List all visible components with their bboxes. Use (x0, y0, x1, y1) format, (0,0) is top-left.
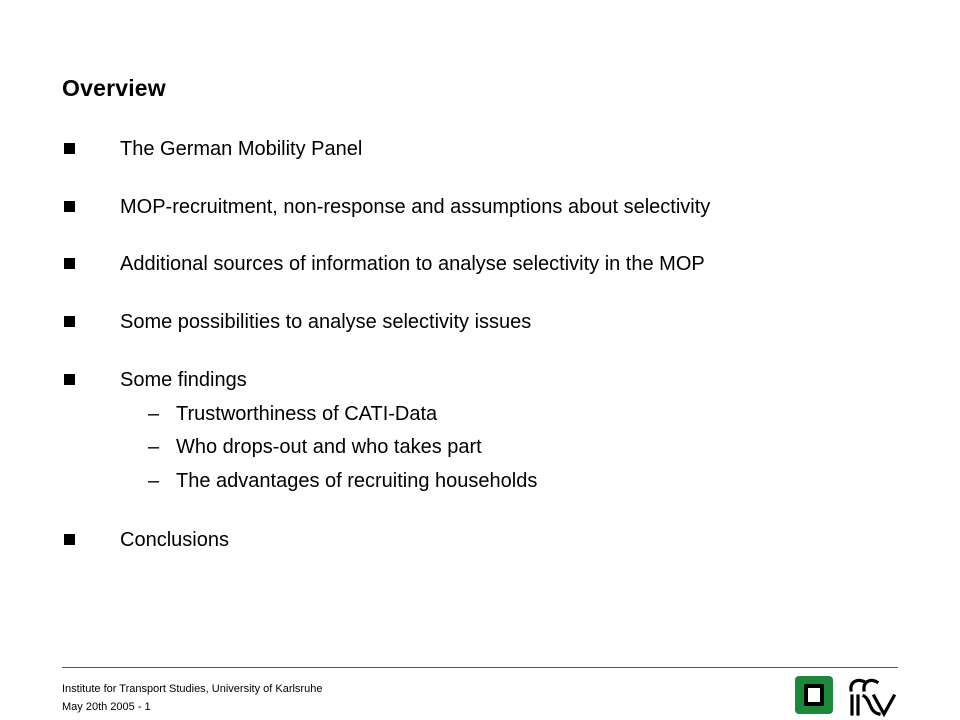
square-bullet-icon (64, 534, 75, 545)
university-logo-icon (795, 676, 833, 714)
bullet-text: The German Mobility Panel (120, 138, 363, 160)
footer-divider (62, 667, 898, 668)
sub-bullet-text: Who drops-out and who takes part (176, 436, 482, 458)
footer-institute: Institute for Transport Studies, University of Karlsruhe (62, 683, 323, 695)
ifv-logo-icon (851, 680, 894, 714)
bullet-text: Conclusions (120, 529, 229, 551)
square-bullet-icon (64, 316, 75, 327)
bullet-text: Additional sources of information to analyse selectivity in the MOP (120, 253, 705, 275)
bullet-text: Some possibilities to analyse selectivity issues (120, 311, 532, 333)
sub-bullet-text: The advantages of recruiting households (176, 470, 538, 492)
footer-logos (791, 672, 903, 718)
square-bullet-icon (64, 258, 75, 269)
bullet-text: Some findings (120, 369, 247, 391)
dash-marker: – (148, 436, 160, 458)
slide-title: Overview (62, 75, 166, 101)
sub-bullet-text: Trustworthiness of CATI-Data (176, 403, 438, 425)
footer-date-page: May 20th 2005 - 1 (62, 701, 151, 713)
square-bullet-icon (64, 201, 75, 212)
bullet-text: MOP-recruitment, non-response and assumptions about selectivity (120, 196, 711, 218)
square-bullet-icon (64, 143, 75, 154)
square-bullet-icon (64, 374, 75, 385)
dash-marker: – (148, 403, 160, 425)
dash-marker: – (148, 470, 160, 492)
